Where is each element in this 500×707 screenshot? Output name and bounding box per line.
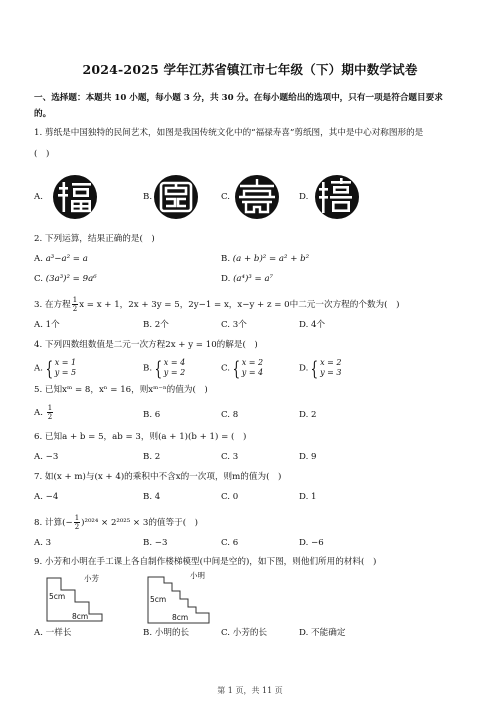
q3-fraction — [72, 296, 78, 313]
q4-option-d-line1: x = 2 — [320, 358, 342, 367]
q7-option-d: D. 1 — [299, 492, 317, 502]
q5-option-a-label: A. — [34, 408, 43, 418]
shou-papercut-icon — [234, 174, 280, 220]
q5-option-d: D. 2 — [299, 410, 317, 420]
q4-option-d-line2: y = 3 — [320, 368, 342, 377]
q7-option-b: B. 4 — [143, 492, 161, 502]
q8-option-d: D. −6 — [299, 538, 324, 548]
q9-option-d: D. 不能确定 — [299, 628, 346, 638]
q5-option-a-fraction — [47, 404, 53, 421]
q2-option-d — [221, 274, 273, 286]
q5-option-c: C. 8 — [221, 410, 239, 420]
q3-fraction-den: 2 — [72, 305, 78, 313]
q2-option-a-label: A. — [34, 254, 43, 264]
q9-figure-xiaofang — [44, 574, 134, 624]
xiaofang-height-label: 5cm — [49, 592, 66, 601]
q1-stem-paren: ( ) — [34, 149, 50, 159]
q8-fraction-num: 1 — [74, 514, 80, 522]
q3-stem-suffix: x = x + 1，2x + 3y = 5，2y−1 = x，x−y + z = 0中二元一次方程的个数为( ) — [79, 300, 400, 310]
q4-option-a-line2: y = 5 — [54, 368, 77, 377]
q8-stem-prefix: 8. 计算(− — [34, 518, 73, 528]
q6-option-b: B. 2 — [143, 452, 161, 462]
q9-stem: 9. 小芳和小明在手工课上各自制作楼梯模型(中间是空的)，如下图，则他们所用的材料( ) — [34, 557, 377, 567]
q9-option-b: B. 小明的长 — [143, 628, 190, 638]
q7-option-c: C. 0 — [221, 492, 239, 502]
xi-papercut-icon — [314, 174, 360, 220]
q5-option-a-den: 2 — [47, 413, 53, 421]
q3-option-a: A. 1个 — [34, 320, 60, 330]
q4-option-b: B. { x = 4 y = 2 — [143, 356, 186, 380]
q7-option-a: A. −4 — [34, 492, 59, 502]
q4-option-a: A. { x = 1 y = 5 — [34, 356, 77, 380]
q4-option-b-line1: x = 4 — [163, 358, 186, 367]
q8-fraction — [74, 514, 80, 531]
q5-option-a-num: 1 — [47, 404, 53, 412]
q4-option-d: D. { x = 2 y = 3 — [299, 356, 342, 380]
q2-option-d-label: D. — [221, 274, 231, 284]
q1-stem: 1. 剪纸是中国独特的民间艺术，如图是我国传统文化中的“福禄寿喜”剪纸图，其中是中心对称图形的是 — [34, 128, 424, 138]
q8-fraction-den: 2 — [74, 523, 80, 531]
q3-option-d: D. 4个 — [299, 320, 326, 330]
q6-option-a: A. −3 — [34, 452, 59, 462]
q2-stem: 2. 下列运算，结果正确的是( ) — [34, 234, 155, 244]
xiaoming-label: 小明 — [190, 571, 205, 580]
q4-option-c-line2: y = 4 — [241, 368, 264, 377]
q6-option-c: C. 3 — [221, 452, 239, 462]
q4-option-d-label: D. — [299, 363, 309, 374]
exam-title: 2024-2025 学年江苏省镇江市七年级（下）期中数学试卷 — [82, 62, 418, 77]
q2-option-b-expr: (a + b)² = a² + b² — [232, 254, 310, 264]
q5-option-a — [34, 404, 54, 421]
xiaofang-label: 小芳 — [84, 574, 99, 583]
q1-option-b-label: B. — [143, 192, 153, 202]
q2-option-c-expr: (3a³)² = 9a⁶ — [45, 274, 97, 284]
q8-option-c: C. 6 — [221, 538, 239, 548]
q4-option-a-line1: x = 1 — [54, 358, 77, 367]
q2-option-a — [34, 254, 88, 266]
q1-option-a-label: A. — [34, 192, 43, 202]
q4-stem: 4. 下列四数组数值是二元一次方程2x + y = 10的解是( ) — [34, 340, 258, 350]
q6-stem: 6. 已知a + b = 5，ab = 3，则(a + 1)(b + 1) = ( ) — [34, 432, 247, 442]
xiaoming-width-label: 8cm — [172, 613, 189, 622]
lu-papercut-icon — [153, 174, 199, 220]
section-line-1: 一、选择题：本题共 10 小题，每小题 3 分，共 30 分。在每小题给出的选项中，只有一项是符合题目要求 — [34, 93, 443, 103]
q4-option-c: C. { x = 2 y = 4 — [221, 356, 264, 380]
q4-option-b-line2: y = 2 — [163, 368, 186, 377]
q2-option-b — [221, 254, 309, 266]
q8-option-a: A. 3 — [34, 538, 52, 548]
xiaofang-width-label: 8cm — [72, 612, 89, 621]
q3-option-c: C. 3个 — [221, 320, 247, 330]
section-heading — [34, 88, 472, 120]
q8-option-b: B. −3 — [143, 538, 168, 548]
q9-option-c: C. 小芳的长 — [221, 628, 268, 638]
q7-stem: 7. 如(x + m)与(x + 4)的乘积中不含x的一次项，则m的值为( ) — [34, 472, 282, 482]
q4-option-c-line1: x = 2 — [241, 358, 264, 367]
q5-stem: 5. 已知xᵐ = 8，xⁿ = 16，则xᵐ⁻ⁿ的值为( ) — [34, 385, 208, 395]
q2-option-d-expr: (a⁴)³ = a⁷ — [233, 274, 274, 284]
q4-option-b-label: B. — [143, 363, 153, 374]
q4-option-a-label: A. — [34, 363, 43, 374]
section-line-2: 的。 — [34, 109, 52, 119]
q2-option-a-expr: a³−a² = a — [45, 254, 88, 264]
q9-option-a: A. 一样长 — [34, 628, 72, 638]
q2-option-b-label: B. — [221, 254, 231, 264]
q2-option-c — [34, 274, 97, 286]
q5-option-b: B. 6 — [143, 410, 161, 420]
q1-option-d-label: D. — [299, 192, 309, 202]
xiaoming-height-label: 5cm — [150, 595, 167, 604]
q8-stem-suffix: )²⁰²⁴ × 2²⁰²⁵ × 3的值等于( ) — [81, 518, 199, 528]
page-footer: 第 1 页，共 11 页 — [217, 686, 283, 695]
fu-papercut-icon — [52, 174, 98, 220]
q3-option-b: B. 2个 — [143, 320, 169, 330]
q3-stem-prefix: 3. 在方程 — [34, 300, 71, 310]
q8-stem — [34, 514, 474, 531]
q3-stem — [34, 296, 474, 313]
q4-option-c-label: C. — [221, 363, 231, 374]
q1-option-c-label: C. — [221, 192, 231, 202]
q2-option-c-label: C. — [34, 274, 44, 284]
q3-fraction-num: 1 — [72, 296, 78, 304]
q9-figure-xiaoming — [146, 571, 241, 625]
q6-option-d: D. 9 — [299, 452, 317, 462]
